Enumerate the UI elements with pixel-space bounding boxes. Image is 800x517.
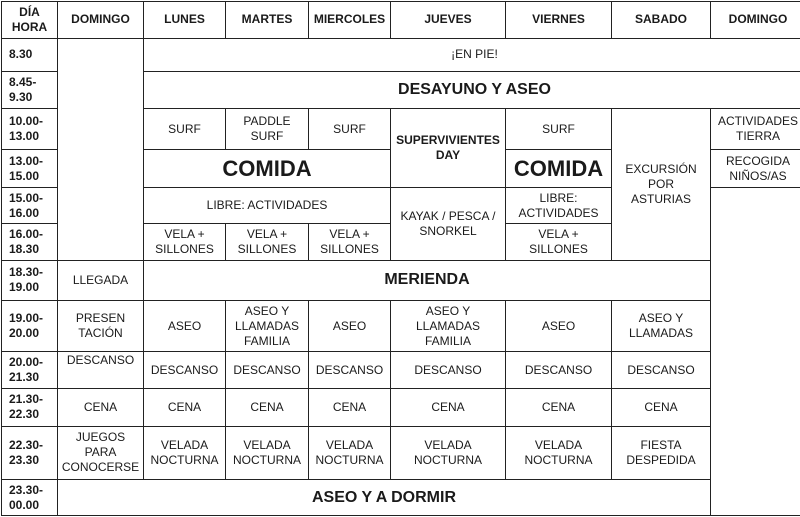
- en-pie-cell: ¡EN PIE!: [144, 38, 800, 71]
- cena-cell: CENA: [58, 388, 144, 426]
- time-label: 19.00- 20.00: [2, 300, 58, 351]
- header-day-sunday-end: DOMINGO: [711, 2, 800, 39]
- sunday-empty-cell: [58, 38, 144, 260]
- recogida-cell: RECOGIDA NIÑOS/AS: [711, 150, 800, 188]
- header-day-monday: LUNES: [144, 2, 226, 39]
- row-2230: [2, 426, 800, 479]
- activity-cell: SURF: [144, 109, 226, 150]
- supervivientes-cell: SUPERVIVIENTES DAY: [391, 109, 506, 188]
- time-label: 10.00- 13.00: [2, 109, 58, 150]
- juegos-cell: JUEGOS PARA CONOCERSE: [58, 426, 144, 479]
- header-day-friday: VIERNES: [506, 2, 612, 39]
- cena-cell: CENA: [506, 388, 612, 426]
- descanso-cell: DESCANSO: [58, 352, 144, 389]
- comida-cell: COMIDA: [506, 150, 612, 188]
- time-label: 13.00- 15.00: [2, 150, 58, 188]
- presentacion-cell: PRESEN TACIÓN: [58, 300, 144, 351]
- aseo-cell: ASEO Y LLAMADAS FAMILIA: [226, 300, 309, 351]
- fiesta-cell: FIESTA DESPEDIDA: [612, 426, 711, 479]
- time-label: 8.30: [2, 38, 58, 71]
- sunday-end-empty-cell: [711, 188, 800, 516]
- time-label: 15.00- 16.00: [2, 188, 58, 224]
- aseo-cell: ASEO: [506, 300, 612, 351]
- activity-cell: PADDLE SURF: [226, 109, 309, 150]
- libre-cell: LIBRE: ACTIVIDADES: [506, 188, 612, 224]
- header-day-hour: DÍA HORA: [2, 2, 58, 39]
- cena-cell: CENA: [144, 388, 226, 426]
- header-day-thursday: JUEVES: [391, 2, 506, 39]
- header-day-saturday: SABADO: [612, 2, 711, 39]
- kayak-cell: KAYAK / PESCA / SNORKEL: [391, 188, 506, 261]
- row-0830: [2, 38, 800, 71]
- header-day-wednesday: MIERCOLES: [309, 2, 391, 39]
- descanso-cell: DESCANSO: [144, 352, 226, 389]
- cena-cell: CENA: [226, 388, 309, 426]
- time-label: 18.30- 19.00: [2, 261, 58, 301]
- cena-cell: CENA: [612, 388, 711, 426]
- cena-cell: CENA: [309, 388, 391, 426]
- velada-cell: VELADA NOCTURNA: [309, 426, 391, 479]
- vela-cell: VELA + SILLONES: [226, 224, 309, 261]
- comida-cell: COMIDA: [144, 150, 391, 188]
- descanso-cell: DESCANSO: [391, 352, 506, 389]
- velada-cell: VELADA NOCTURNA: [391, 426, 506, 479]
- cena-cell: CENA: [391, 388, 506, 426]
- descanso-cell: DESCANSO: [612, 352, 711, 389]
- dormir-cell: ASEO Y A DORMIR: [58, 480, 711, 516]
- row-2330: [2, 480, 800, 516]
- velada-cell: VELADA NOCTURNA: [144, 426, 226, 479]
- llegada-cell: LLEGADA: [58, 261, 144, 301]
- time-label: 20.00- 21.30: [2, 352, 58, 389]
- header-day-tuesday: MARTES: [226, 2, 309, 39]
- vela-cell: VELA + SILLONES: [506, 224, 612, 261]
- time-label: 8.45- 9.30: [2, 71, 58, 109]
- descanso-cell: DESCANSO: [226, 352, 309, 389]
- row-2130: [2, 388, 800, 426]
- time-label: 22.30- 23.30: [2, 426, 58, 479]
- descanso-cell: DESCANSO: [506, 352, 612, 389]
- aseo-cell: ASEO Y LLAMADAS FAMILIA: [391, 300, 506, 351]
- vela-cell: VELA + SILLONES: [309, 224, 391, 261]
- aseo-cell: ASEO: [309, 300, 391, 351]
- aseo-cell: ASEO: [144, 300, 226, 351]
- velada-cell: VELADA NOCTURNA: [506, 426, 612, 479]
- row-2000: [2, 352, 800, 389]
- desayuno-cell: DESAYUNO Y ASEO: [144, 71, 800, 109]
- time-label: 21.30- 22.30: [2, 388, 58, 426]
- vela-cell: VELA + SILLONES: [144, 224, 226, 261]
- schedule-table: [1, 1, 800, 516]
- header-day-sunday: DOMINGO: [58, 2, 144, 39]
- time-label: 16.00- 18.30: [2, 224, 58, 261]
- aseo-cell: ASEO Y LLAMADAS: [612, 300, 711, 351]
- time-label: 23.30- 00.00: [2, 480, 58, 516]
- merienda-cell: MERIENDA: [144, 261, 711, 301]
- actividades-tierra-cell: ACTIVIDADES TIERRA: [711, 109, 800, 150]
- activity-cell: SURF: [506, 109, 612, 150]
- velada-cell: VELADA NOCTURNA: [226, 426, 309, 479]
- libre-cell: LIBRE: ACTIVIDADES: [144, 188, 391, 224]
- header-row: [2, 2, 800, 39]
- row-1900: [2, 300, 800, 351]
- descanso-cell: DESCANSO: [309, 352, 391, 389]
- excursion-cell: EXCURSIÓN POR ASTURIAS: [612, 109, 711, 261]
- activity-cell: SURF: [309, 109, 391, 150]
- row-1830: [2, 261, 800, 301]
